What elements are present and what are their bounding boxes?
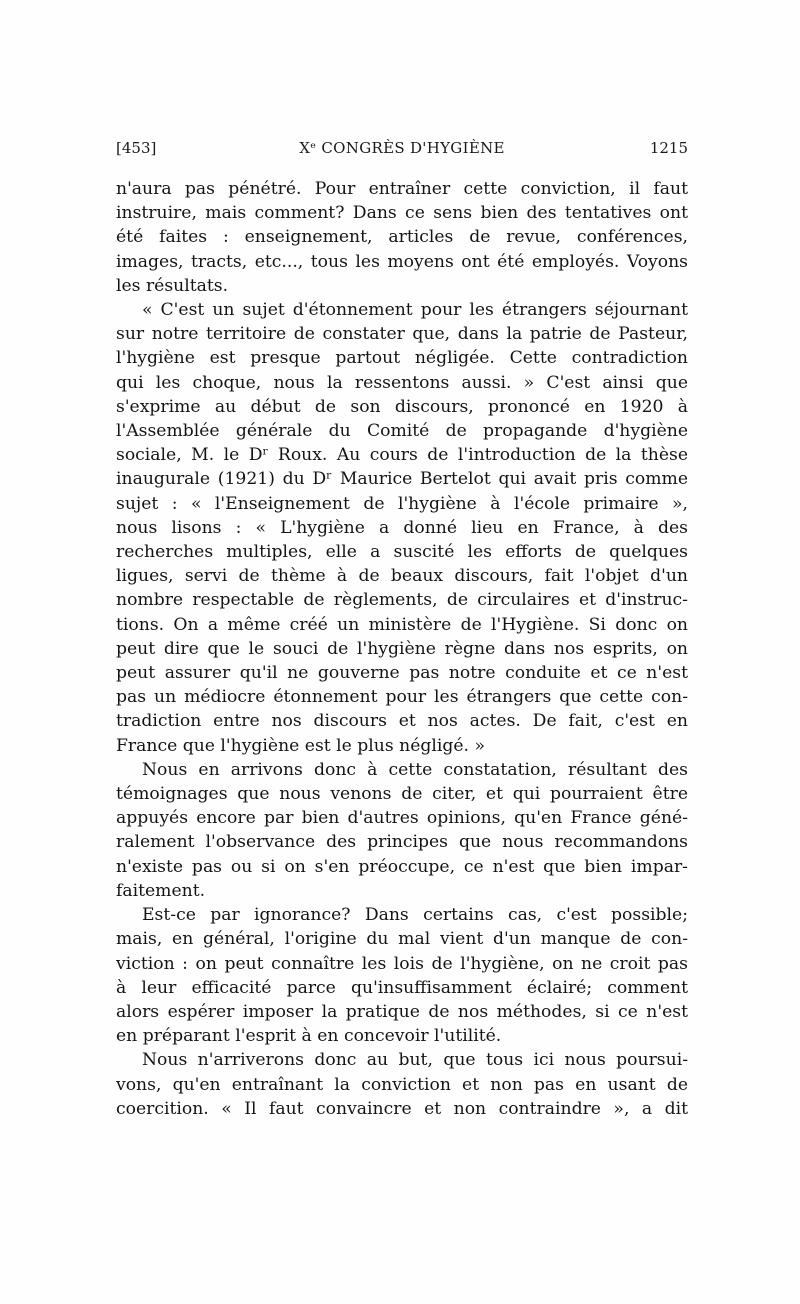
text-line: vons, qu'en entraînant la conviction et non pas en usant de [116, 1074, 688, 1095]
text-line: n'aura pas pénétré. Pour entraîner cette conviction, il faut [116, 179, 688, 199]
text-line: sujet : « l'Enseignement de l'hygiène à l'école primaire », [116, 493, 688, 514]
text-line: images, tracts, etc..., tous les moyens ont été employés. Voyons [116, 251, 688, 272]
text-line: qui les choque, nous la ressentons aussi. » C'est ainsi que [116, 372, 688, 393]
text-line: nous lisons : « L'hygiène a donné lieu en France, à des [116, 517, 688, 538]
text-line: sur notre territoire de constater que, dans la patrie de Pasteur, [116, 324, 688, 345]
bracketed-page-number: [453] [116, 139, 157, 157]
text-line: « C'est un sujet d'étonnement pour les étrangers séjournant [142, 300, 688, 321]
text-line: peut assurer qu'il ne gouverne pas notre conduite et ce n'est [116, 663, 688, 684]
text-line: ligues, servi de thème à de beaux discours, fait l'objet d'un [116, 566, 688, 587]
text-line: pas un médiocre étonnement pour les étrangers que cette con- [116, 687, 688, 708]
text-line: Nous n'arriverons donc au but, que tous ici nous poursui- [142, 1050, 688, 1071]
text-line: s'exprime au début de son discours, prononcé en 1920 à [116, 396, 688, 417]
text-line: été faites : enseignement, articles de revue, conférences, [116, 227, 688, 248]
running-title: Xᵉ CONGRÈS D'HYGIÈNE [299, 139, 505, 157]
text-line: inaugurale (1921) du Dʳ Maurice Bertelot qui avait pris comme [116, 469, 688, 490]
text-line: nombre respectable de règlements, de circulaires et d'instruc- [116, 590, 688, 611]
text-line: ralement l'observance des principes que nous recommandons [116, 832, 688, 853]
text-line: viction : on peut connaître les lois de l'hygiène, on ne croit pas [116, 953, 688, 974]
text-line: France que l'hygiène est le plus négligé. » [116, 735, 486, 756]
running-header [116, 139, 688, 163]
text-line: appuyés encore par bien d'autres opinions, qu'en France géné- [116, 808, 688, 829]
text-line: mais, en général, l'origine du mal vient d'un manque de con- [116, 929, 688, 950]
text-line: tradiction entre nos discours et nos actes. De fait, c'est en [116, 711, 688, 732]
page-number: 1215 [649, 139, 688, 157]
text-line: les résultats. [116, 275, 229, 296]
text-line: n'existe pas ou si on s'en préoccupe, ce n'est que bien impar- [116, 856, 688, 877]
text-line: recherches multiples, elle a suscité les efforts de quelques [116, 542, 688, 563]
text-line: sociale, M. le Dʳ Roux. Au cours de l'introduction de la thèse [116, 445, 688, 466]
text-line: alors espérer imposer la pratique de nos méthodes, si ce n'est [116, 1001, 688, 1022]
text-line: coercition. « Il faut convaincre et non contraindre », a dit [116, 1098, 688, 1119]
text-line: tions. On a même créé un ministère de l'Hygiène. Si donc on [116, 614, 688, 635]
text-line: instruire, mais comment? Dans ce sens bien des tentatives ont [116, 203, 688, 224]
text-line: l'hygiène est presque partout négligée. Cette contradiction [116, 348, 688, 369]
text-line: l'Assemblée générale du Comité de propagande d'hygiène [116, 421, 688, 442]
text-line: faitement. [116, 880, 206, 901]
text-line: Nous en arrivons donc à cette constatation, résultant des [142, 759, 688, 780]
text-line: en préparant l'esprit à en concevoir l'utilité. [116, 1026, 502, 1047]
text-line: à leur efficacité parce qu'insuffisamment éclairé; comment [116, 977, 688, 998]
text-line: peut dire que le souci de l'hygiène règne dans nos esprits, on [116, 638, 688, 659]
body-text [116, 177, 688, 1121]
text-line: témoignages que nous venons de citer, et qui pourraient être [116, 784, 688, 805]
text-line: Est-ce par ignorance? Dans certains cas, c'est possible; [142, 905, 688, 926]
